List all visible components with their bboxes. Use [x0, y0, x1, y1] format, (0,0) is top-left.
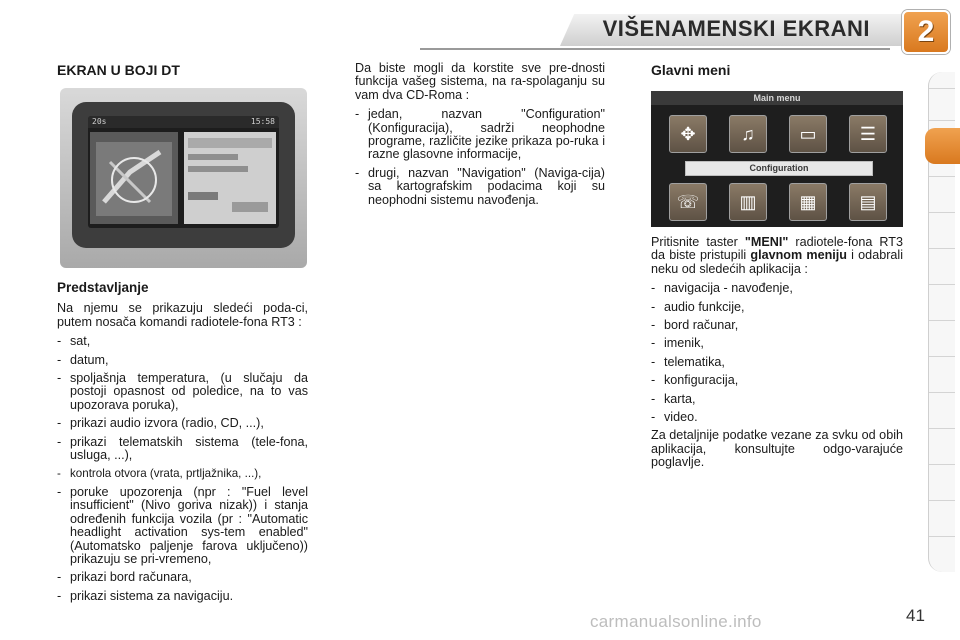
- watermark: carmanualsonline.info: [590, 612, 762, 631]
- list-item: - imenik,: [651, 336, 704, 351]
- video-icon: ▤: [849, 183, 887, 221]
- list-item: - poruke upozorenja (npr : "Fuel level insufficient" (Nivo goriva nizak)) i stanja određenih funkcija vozila (pr : "Automatic headlight activation sys-tem enabled" (Automatsko paljenje farova uključeno)) prikazuju se pri-vremeno,: [57, 484, 308, 566]
- list-item-text: karta,: [664, 391, 696, 406]
- map-icon: ▦: [789, 183, 827, 221]
- tab-divider: [929, 284, 955, 285]
- audio-panel-graphic: [184, 132, 276, 224]
- list-item: - telematika,: [651, 354, 725, 369]
- display-items-list: [57, 335, 308, 603]
- header-rule: [420, 48, 890, 50]
- directory-icon: ☰: [849, 115, 887, 153]
- list-item: - karta,: [651, 391, 696, 406]
- chapter-tab-active[interactable]: [925, 128, 960, 164]
- list-item-text: poruke upozorenja (npr : "Fuel level insufficient" (Nivo goriva nizak)) i stanja određenih funkcija vozila (pr : "Automatic headlight activation sys-tem enabled" (Automatsko paljenje farova uključeno)) prikazuju se pri-vremeno,: [70, 484, 308, 566]
- map-graphic: [90, 132, 178, 224]
- subsection-heading: Predstavljanje: [57, 280, 149, 295]
- section-heading: EKRAN U BOJI DT: [57, 62, 180, 78]
- outro-paragraph: Za detaljnije podatke vezane za svku od obih aplikacija, konsultujte odgo-varajuće poglavlje.: [651, 428, 903, 470]
- display-audio-pane: [184, 132, 276, 224]
- list-item: - sat,: [57, 334, 91, 349]
- main-menu-term: glavnom meniju: [750, 248, 847, 263]
- tab-divider: [929, 536, 955, 537]
- list-item-text: spoljašnja temperatura, (u slučaju da postoji opasnost od poledice, na to vas upozorava poruka),: [70, 371, 308, 412]
- display-navigation-pane: [90, 132, 178, 224]
- instruction-middle: radiotele-fona RT3 da biste pristupili: [651, 235, 903, 263]
- tab-divider: [929, 248, 955, 249]
- applications-list: [651, 282, 903, 424]
- telematics-icon: ☏: [669, 183, 707, 221]
- configuration-icon: ▥: [729, 183, 767, 221]
- list-item: - navigacija - navođenje,: [651, 281, 793, 296]
- list-item: - kontrola otvora (vrata, prtljažnika, ...),: [57, 467, 262, 481]
- list-item-text: prikazi audio izvora (radio, CD, ...),: [70, 416, 264, 431]
- navigation-icon: ✥: [669, 115, 707, 153]
- list-item: - audio funkcije,: [651, 299, 745, 314]
- list-item-text: telematika,: [664, 354, 725, 369]
- screen-bezel: [72, 102, 295, 248]
- right-column-heading: [651, 64, 903, 77]
- display-screen: [88, 116, 279, 228]
- list-item-text: video.: [664, 410, 698, 425]
- list-item-text: sat,: [70, 334, 91, 349]
- tab-divider: [929, 464, 955, 465]
- list-item: - prikazi audio izvora (radio, CD, ...),: [57, 416, 264, 431]
- display-time-left: 20s: [92, 117, 107, 126]
- tab-divider: [929, 120, 955, 121]
- audio-icon: ♫: [729, 115, 767, 153]
- list-item: - jedan, nazvan "Configuration" (Konfiguracija), sadrži neophodne programe, različite jezike prikaza po-ruka i razne glasovne informacije,: [355, 107, 605, 162]
- main-menu-screen: [651, 91, 903, 227]
- list-item: - prikazi sistema za navigaciju.: [57, 588, 234, 603]
- list-item-text: prikazi telematskih sistema (tele-fona, usluga, ...),: [70, 434, 308, 463]
- list-item-text: audio funkcije,: [664, 299, 745, 314]
- page-number: 41: [906, 606, 925, 625]
- middle-column: [355, 62, 605, 212]
- menu-title: Main menu: [651, 91, 903, 105]
- list-item: - prikazi bord računara,: [57, 570, 192, 585]
- left-column: [57, 64, 308, 77]
- tab-divider: [929, 392, 955, 393]
- color-screen-photo: [60, 88, 307, 268]
- chapter-number-badge: 2: [902, 10, 950, 54]
- section-heading: Glavni meni: [651, 62, 731, 78]
- display-time-right: 15:58: [250, 117, 275, 126]
- list-item-text: prikazi sistema za navigaciju.: [70, 588, 234, 603]
- list-item-text: kontrola otvora (vrata, prtljažnika, ...),: [70, 467, 262, 481]
- intro-paragraph: Na njemu se prikazuju sledeći poda-ci, putem nosača komandi radiotele-fona RT3 :: [57, 301, 308, 329]
- list-item-text: konfiguracija,: [664, 373, 739, 388]
- menu-key-label: "MENI": [744, 235, 789, 249]
- menu-instruction-paragraph: [651, 236, 903, 276]
- cd-list: [355, 108, 605, 207]
- tab-divider: [929, 320, 955, 321]
- list-item-text: imenik,: [664, 336, 704, 351]
- list-item-text: jedan, nazvan "Configuration" (Konfiguracija), sadrži neophodne programe, različite jezike prikaza po-ruka i razne glasovne informacije,: [368, 107, 605, 162]
- right-column-text: [651, 236, 903, 476]
- cd-intro-paragraph: Da biste mogli da korstite sve pre-dnosti funkcija vašeg sistema, na ra-spolaganju su vam dva CD-Roma :: [355, 61, 605, 102]
- list-item-text: drugi, nazvan "Navigation" (Naviga-cija) sa kartografskim podacima koji su neophodni sistemu navođenja.: [368, 165, 605, 207]
- instruction-suffix: i odabrali neku od sledećih aplikacija :: [651, 248, 903, 276]
- list-item: - drugi, nazvan "Navigation" (Naviga-cija) sa kartografskim podacima koji su neophodni sistemu navođenja.: [355, 165, 605, 207]
- tab-divider: [929, 356, 955, 357]
- page-title: VIŠENAMENSKI EKRANI: [602, 16, 870, 41]
- menu-selected-item: Configuration: [685, 161, 873, 176]
- tab-divider: [929, 88, 955, 89]
- tab-divider: [929, 212, 955, 213]
- list-item: - spoljašnja temperatura, (u slučaju da postoji opasnost od poledice, na to vas upozorava poruka),: [57, 371, 308, 412]
- list-item: - datum,: [57, 352, 109, 367]
- list-item: - prikazi telematskih sistema (tele-fona, usluga, ...),: [57, 434, 308, 463]
- tab-divider: [929, 500, 955, 501]
- trip-computer-icon: ▭: [789, 115, 827, 153]
- list-item-text: prikazi bord računara,: [70, 570, 192, 585]
- list-item: - bord računar,: [651, 318, 739, 333]
- tab-divider: [929, 176, 955, 177]
- list-item: - konfiguracija,: [651, 373, 739, 388]
- list-item: - video.: [651, 410, 698, 425]
- list-item-text: datum,: [70, 352, 109, 367]
- tab-divider: [929, 428, 955, 429]
- left-column-text: [57, 281, 308, 608]
- list-item-text: bord računar,: [664, 318, 739, 333]
- display-status-bar: [88, 116, 279, 128]
- list-item-text: navigacija - navođenje,: [664, 281, 793, 296]
- instruction-prefix: Pritisnite taster: [651, 235, 745, 249]
